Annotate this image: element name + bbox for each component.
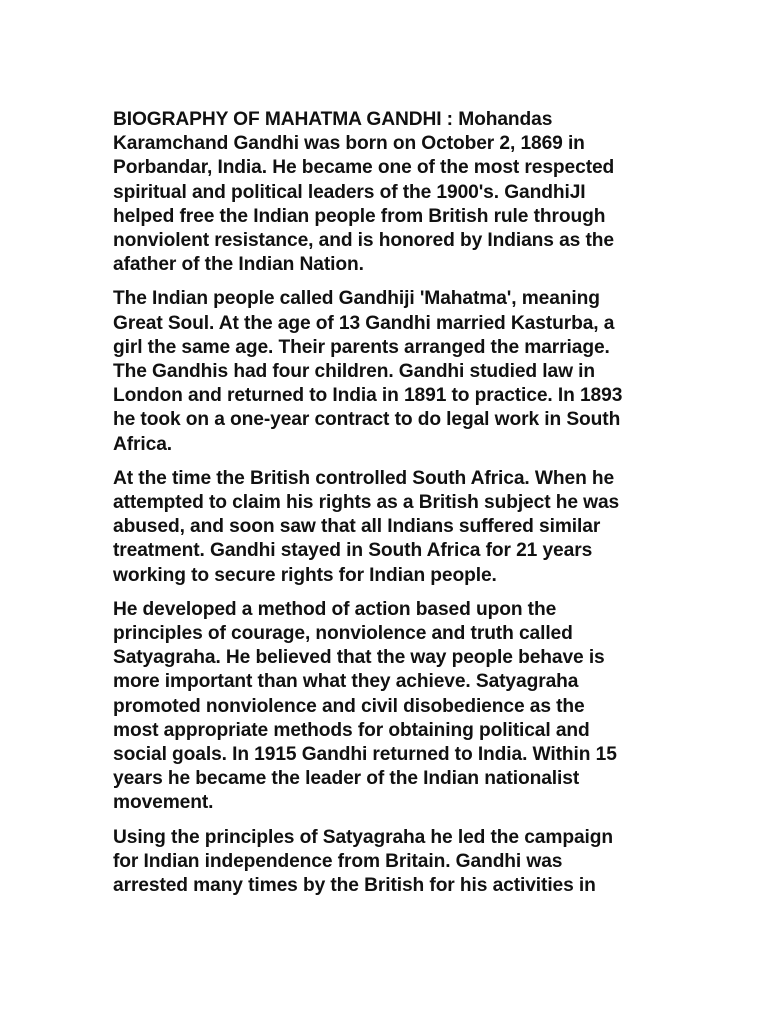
text-line: years he became the leader of the Indian nationalist [113,768,580,790]
paragraph-4 [113,598,658,816]
text-line: At the time the British controlled South Africa. When he [113,467,615,489]
text-line: Great Soul. At the age of 13 Gandhi married Kasturba, a [113,312,615,334]
text-line: abused, and soon saw that all Indians suffered similar [113,516,601,538]
text-line: more important than what they achieve. Satyagraha [113,671,579,693]
text-line: working to secure rights for Indian people. [113,564,497,586]
paragraph-1 [113,108,658,277]
text-line: attempted to claim his rights as a British subject he was [113,492,620,514]
text-line: The Gandhis had four children. Gandhi studied law in [113,361,595,383]
text-line: Karamchand Gandhi was born on October 2, 1869 in [113,133,585,155]
text-line: afather of the Indian Nation. [113,254,364,276]
text-line: London and returned to India in 1891 to practice. In 1893 [113,385,623,407]
text-line: treatment. Gandhi stayed in South Africa for 21 years [113,540,593,562]
paragraph-5 [113,826,658,899]
document-body [113,108,658,898]
text-line: helped free the Indian people from British rule through [113,205,606,227]
text-line: BIOGRAPHY OF MAHATMA GANDHI : Mohandas [113,109,553,130]
text-line: Africa. [113,433,173,455]
text-line: Porbandar, India. He became one of the most respected [113,157,615,179]
text-line: girl the same age. Their parents arranged the marriage. [113,336,610,358]
text-line: nonviolent resistance, and is honored by Indians as the [113,230,614,252]
text-line: he took on a one-year contract to do legal work in South [113,409,621,431]
text-line: for Indian independence from Britain. Gandhi was [113,850,563,872]
text-line: He developed a method of action based upon the [113,598,557,620]
text-line: promoted nonviolence and civil disobedience as the [113,695,585,717]
text-line: most appropriate methods for obtaining political and [113,719,590,741]
text-line: spiritual and political leaders of the 1900's. GandhiJI [113,181,586,203]
text-line: The Indian people called Gandhiji 'Mahatma', meaning [113,288,600,310]
text-line: Using the principles of Satyagraha he led the campaign [113,826,613,848]
text-line: Satyagraha. He believed that the way people behave is [113,647,605,669]
text-line: movement. [113,792,214,814]
text-line: principles of courage, nonviolence and truth called [113,623,573,645]
text-line: social goals. In 1915 Gandhi returned to India. Within 15 [113,744,617,766]
paragraph-2 [113,287,658,456]
text-line: arrested many times by the British for his activities in [113,875,596,897]
paragraph-3 [113,467,658,588]
